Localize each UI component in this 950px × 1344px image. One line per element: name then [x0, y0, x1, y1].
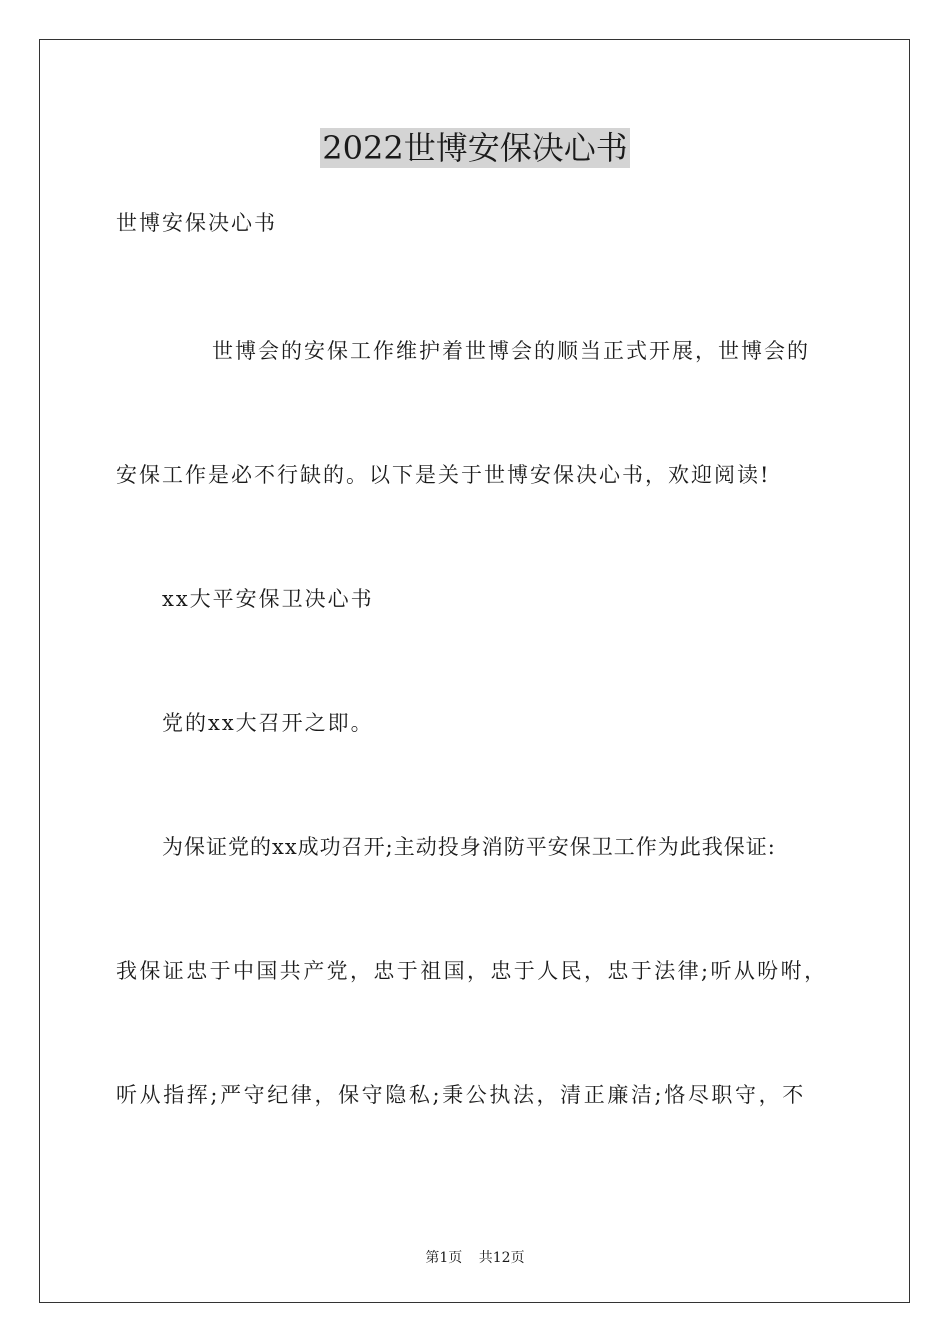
paragraph-line-6: 听从指挥;严守纪律，保守隐私;秉公执法，清正廉洁;恪尽职守，不	[116, 1083, 806, 1107]
paragraph-line-3: 党的xx大召开之即。	[162, 711, 374, 735]
paragraph-line-2: 安保工作是必不行缺的。以下是关于世博安保决心书，欢迎阅读!	[116, 463, 771, 487]
page-number-current: 第1页	[425, 1250, 463, 1266]
paragraph-line-4: 为保证党的xx成功召开;主动投身消防平安保卫工作为此我保证:	[162, 835, 776, 859]
document-subtitle: 世博安保决心书	[116, 211, 277, 235]
page-footer	[0, 1249, 950, 1267]
document-title	[0, 128, 950, 168]
paragraph-line-1: 世博会的安保工作维护着世博会的顺当正式开展，世博会的	[212, 339, 810, 363]
document-title-text: 2022世博安保决心书	[322, 129, 628, 167]
paragraph-line-5: 我保证忠于中国共产党，忠于祖国，忠于人民，忠于法律;听从吩咐，	[116, 959, 828, 983]
section-heading: xx大平安保卫决心书	[162, 587, 374, 611]
page-number-total: 共12页	[478, 1250, 525, 1266]
